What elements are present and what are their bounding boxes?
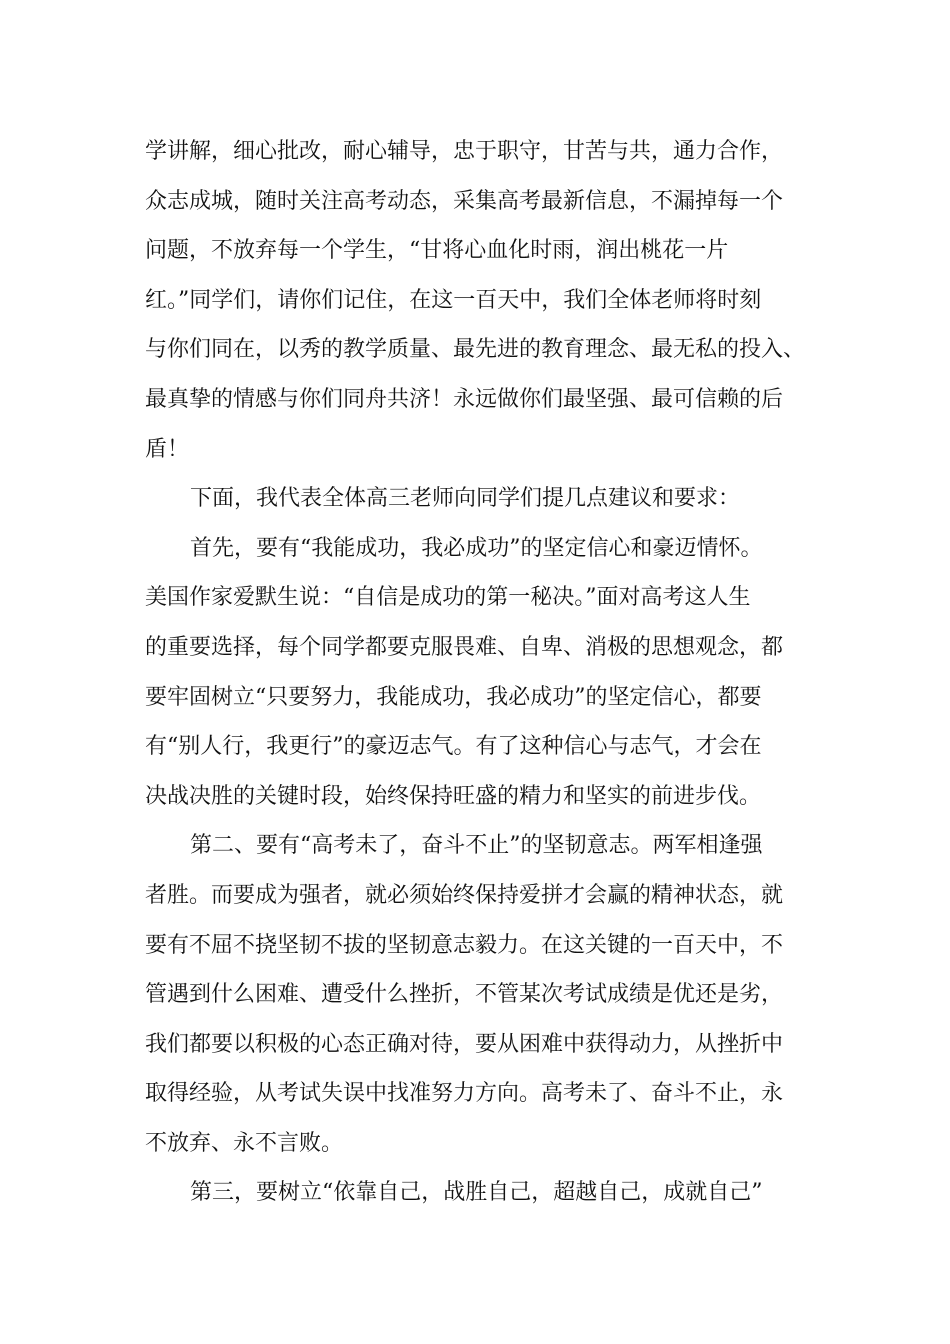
- text-line: 决战决胜的关键时段，始终保持旺盛的精力和坚实的前进步伐。: [145, 783, 762, 809]
- text-line: 我们都要以积极的心态正确对待，要从困难中获得动力，从挫折中: [145, 1031, 784, 1057]
- text-line: 的重要选择，每个同学都要克服畏难、自卑、消极的思想观念，都: [145, 634, 784, 660]
- text-line: 最真挚的情感与你们同舟共济！永远做你们最坚强、最可信赖的后: [145, 386, 784, 412]
- text-line: 要有不屈不挠坚韧不拔的坚韧意志毅力。在这关键的一百天中，不: [145, 932, 784, 958]
- text-line: 盾！: [145, 436, 190, 462]
- text-line: 美国作家爱默生说：“自信是成功的第一秘决。”面对高考这人生: [145, 585, 751, 611]
- text-line: 第二、要有“高考未了，奋斗不止”的坚韧意志。两军相逢强: [190, 833, 763, 859]
- paragraph-second-point: [145, 821, 825, 1168]
- paragraph-first-point: [145, 524, 825, 822]
- paragraph-intro-suggestions: [145, 474, 825, 524]
- text-line: 不放弃、永不言败。: [145, 1130, 344, 1156]
- document-body: [145, 127, 825, 1218]
- text-line: 众志成城，随时关注高考动态，采集高考最新信息，不漏掉每一个: [145, 188, 784, 214]
- text-line: 要牢固树立“只要努力，我能成功，我必成功”的坚定信心，都要: [145, 684, 762, 710]
- text-line: 管遇到什么困难、遭受什么挫折，不管某次考试成绩是优还是劣，: [145, 982, 784, 1008]
- text-line: 下面，我代表全体高三老师向同学们提几点建议和要求：: [190, 486, 741, 512]
- text-line: 第三，要树立“依靠自己，战胜自己，超越自己，成就自己”: [190, 1180, 763, 1206]
- text-line: 首先，要有“我能成功，我必成功”的坚定信心和豪迈情怀。: [190, 535, 763, 561]
- text-line: 问题，不放弃每一个学生，“甘将心血化时雨，润出桃花一片: [145, 238, 729, 264]
- text-line: 与你们同在，以秀的教学质量、最先进的教育理念、最无私的投入、: [145, 337, 806, 363]
- text-line: 学讲解，细心批改，耐心辅导，忠于职守，甘苦与共，通力合作，: [145, 139, 784, 164]
- text-line: 者胜。而要成为强者，就必须始终保持爱拼才会赢的精神状态，就: [145, 882, 784, 908]
- text-line: 有“别人行，我更行”的豪迈志气。有了这种信心与志气，才会在: [145, 734, 762, 760]
- text-line: 红。”同学们，请你们记住，在这一百天中，我们全体老师将时刻: [145, 287, 762, 313]
- paragraph-teacher-commitment: [145, 127, 825, 474]
- text-line: 取得经验，从考试失误中找准努力方向。高考未了、奋斗不止，永: [145, 1081, 784, 1107]
- paragraph-third-point: [145, 1168, 825, 1218]
